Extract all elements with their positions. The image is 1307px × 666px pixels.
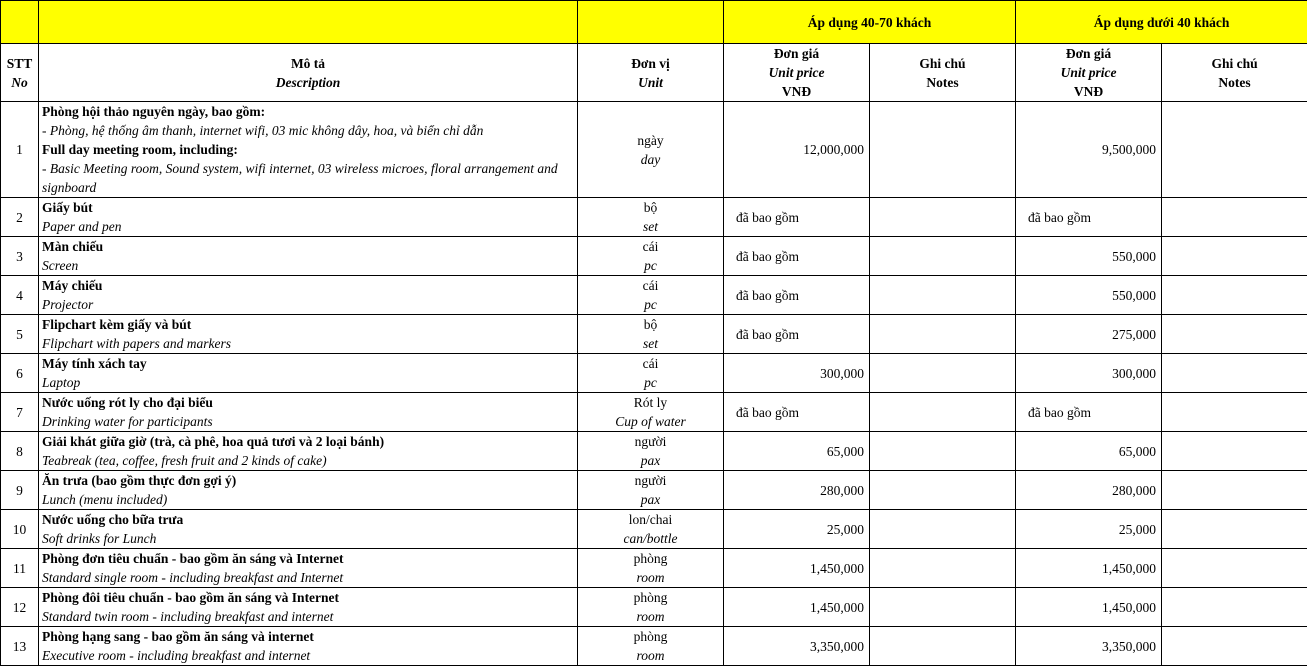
price-under-40: 65,000 (1016, 432, 1162, 471)
unit-en: set (581, 217, 720, 236)
row-description (39, 627, 578, 666)
group-40-70: Áp dụng 40-70 khách (724, 1, 1016, 44)
donvi-label: Đơn vị (581, 54, 720, 73)
column-header-row (1, 44, 1307, 102)
price-under-40: 9,500,000 (1016, 102, 1162, 198)
unit-en: room (581, 607, 720, 626)
unit-en: room (581, 646, 720, 665)
table-row (1, 393, 1307, 432)
notes-label: Notes (873, 73, 1012, 92)
row-unit (578, 354, 724, 393)
desc-en: Flipchart with papers and markers (42, 334, 574, 353)
dongia-label: Đơn giá (727, 44, 866, 63)
notes-under-40 (1162, 627, 1307, 666)
price-under-40: 280,000 (1016, 471, 1162, 510)
unit-label: Unit (581, 73, 720, 92)
desc-en: Standard single room - including breakfast and Internet (42, 568, 574, 587)
col-description (39, 44, 578, 102)
row-description (39, 432, 578, 471)
row-no: 7 (1, 393, 39, 432)
col-unit (578, 44, 724, 102)
row-description (39, 588, 578, 627)
table-row (1, 510, 1307, 549)
row-no: 9 (1, 471, 39, 510)
desc-en: Laptop (42, 373, 574, 392)
price-40-70: 12,000,000 (724, 102, 870, 198)
unit-price-label: Unit price (1019, 63, 1158, 82)
row-unit (578, 588, 724, 627)
group-under-40: Áp dụng dưới 40 khách (1016, 1, 1307, 44)
notes-40-70 (870, 354, 1016, 393)
row-description (39, 198, 578, 237)
price-40-70: 25,000 (724, 510, 870, 549)
notes-40-70 (870, 627, 1016, 666)
price-under-40: 3,350,000 (1016, 627, 1162, 666)
description-label: Description (42, 73, 574, 92)
notes-40-70 (870, 510, 1016, 549)
unit-vn: cái (581, 276, 720, 295)
desc-vn: Nước uống cho bữa trưa (42, 510, 574, 529)
desc-en: Teabreak (tea, coffee, fresh fruit and 2 kinds of cake) (42, 451, 574, 470)
price-under-40: 25,000 (1016, 510, 1162, 549)
desc-en-title: Full day meeting room, including: (42, 140, 574, 159)
unit-en: room (581, 568, 720, 587)
desc-vn-title: Phòng hội thảo nguyên ngày, bao gồm: (42, 102, 574, 121)
notes-label: Notes (1165, 73, 1304, 92)
unit-en: pc (581, 256, 720, 275)
row-unit (578, 102, 724, 198)
col-stt (1, 44, 39, 102)
price-40-70: đã bao gồm (724, 393, 870, 432)
desc-vn: Máy tính xách tay (42, 354, 574, 373)
notes-40-70 (870, 393, 1016, 432)
desc-en: Projector (42, 295, 574, 314)
row-no: 4 (1, 276, 39, 315)
stt-label: STT (4, 54, 35, 73)
notes-under-40 (1162, 237, 1307, 276)
unit-en: can/bottle (581, 529, 720, 548)
row-no: 10 (1, 510, 39, 549)
group-header-row (1, 1, 1307, 44)
price-40-70: 1,450,000 (724, 549, 870, 588)
desc-en: Soft drinks for Lunch (42, 529, 574, 548)
desc-en: Drinking water for participants (42, 412, 574, 431)
dongia-label: Đơn giá (1019, 44, 1158, 63)
notes-40-70 (870, 471, 1016, 510)
row-description (39, 237, 578, 276)
price-under-40: đã bao gồm (1016, 393, 1162, 432)
unit-en: pax (581, 451, 720, 470)
row-unit (578, 471, 724, 510)
notes-under-40 (1162, 102, 1307, 198)
unit-en: set (581, 334, 720, 353)
notes-under-40 (1162, 432, 1307, 471)
notes-40-70 (870, 549, 1016, 588)
table-row (1, 102, 1307, 198)
row-unit (578, 549, 724, 588)
price-40-70: 300,000 (724, 354, 870, 393)
row-no: 1 (1, 102, 39, 198)
notes-under-40 (1162, 198, 1307, 237)
row-no: 5 (1, 315, 39, 354)
row-no: 3 (1, 237, 39, 276)
unit-vn: cái (581, 354, 720, 373)
row-description (39, 276, 578, 315)
unit-vn: bộ (581, 198, 720, 217)
row-description (39, 354, 578, 393)
desc-vn: Màn chiếu (42, 237, 574, 256)
col-notes-2 (1162, 44, 1307, 102)
price-under-40: 550,000 (1016, 276, 1162, 315)
desc-vn: Phòng đôi tiêu chuẩn - bao gồm ăn sáng và Internet (42, 588, 574, 607)
row-description (39, 393, 578, 432)
row-unit (578, 393, 724, 432)
price-40-70: đã bao gồm (724, 198, 870, 237)
row-unit (578, 198, 724, 237)
price-under-40: đã bao gồm (1016, 198, 1162, 237)
notes-under-40 (1162, 354, 1307, 393)
currency-label: VNĐ (727, 82, 866, 101)
unit-vn: phòng (581, 549, 720, 568)
header-blank-cell (1, 1, 39, 44)
unit-vn: lon/chai (581, 510, 720, 529)
price-40-70: 1,450,000 (724, 588, 870, 627)
desc-vn: Giải khát giữa giờ (trà, cà phê, hoa quả tươi và 2 loại bánh) (42, 432, 574, 451)
row-unit (578, 237, 724, 276)
price-under-40: 550,000 (1016, 237, 1162, 276)
desc-en: Lunch (menu included) (42, 490, 574, 509)
notes-40-70 (870, 276, 1016, 315)
currency-label: VNĐ (1019, 82, 1158, 101)
unit-en: pc (581, 373, 720, 392)
row-unit (578, 627, 724, 666)
row-description (39, 315, 578, 354)
table-row (1, 354, 1307, 393)
header-blank-cell (578, 1, 724, 44)
table-row (1, 237, 1307, 276)
price-under-40: 275,000 (1016, 315, 1162, 354)
row-description (39, 510, 578, 549)
table-row (1, 432, 1307, 471)
notes-40-70 (870, 315, 1016, 354)
price-under-40: 1,450,000 (1016, 588, 1162, 627)
desc-vn: Nước uống rót ly cho đại biểu (42, 393, 574, 412)
row-description (39, 471, 578, 510)
desc-vn: Flipchart kèm giấy và bút (42, 315, 574, 334)
row-no: 12 (1, 588, 39, 627)
notes-under-40 (1162, 315, 1307, 354)
row-unit (578, 276, 724, 315)
desc-vn-detail: - Phòng, hệ thống âm thanh, internet wifi, 03 mic không dây, hoa, và biển chỉ dẫn (42, 121, 574, 140)
table-row (1, 471, 1307, 510)
table-row (1, 198, 1307, 237)
ghichu-label: Ghi chú (873, 54, 1012, 73)
unit-en: pc (581, 295, 720, 314)
col-price-2 (1016, 44, 1162, 102)
row-no: 13 (1, 627, 39, 666)
unit-vn: ngày (581, 131, 720, 150)
table-row (1, 549, 1307, 588)
unit-vn: bộ (581, 315, 720, 334)
row-unit (578, 510, 724, 549)
notes-under-40 (1162, 549, 1307, 588)
desc-vn: Máy chiếu (42, 276, 574, 295)
unit-vn: người (581, 432, 720, 451)
unit-vn: người (581, 471, 720, 490)
desc-en: Screen (42, 256, 574, 275)
header-blank-cell (39, 1, 578, 44)
notes-under-40 (1162, 510, 1307, 549)
desc-vn: Ăn trưa (bao gồm thực đơn gợi ý) (42, 471, 574, 490)
unit-vn: phòng (581, 627, 720, 646)
desc-en: Executive room - including breakfast and internet (42, 646, 574, 665)
row-description (39, 549, 578, 588)
notes-40-70 (870, 102, 1016, 198)
price-under-40: 1,450,000 (1016, 549, 1162, 588)
desc-vn: Phòng hạng sang - bao gồm ăn sáng và internet (42, 627, 574, 646)
price-under-40: 300,000 (1016, 354, 1162, 393)
price-40-70: 65,000 (724, 432, 870, 471)
notes-40-70 (870, 198, 1016, 237)
unit-price-label: Unit price (727, 63, 866, 82)
desc-en: Standard twin room - including breakfast and internet (42, 607, 574, 626)
notes-under-40 (1162, 588, 1307, 627)
price-40-70: đã bao gồm (724, 315, 870, 354)
row-unit (578, 315, 724, 354)
table-row (1, 588, 1307, 627)
notes-40-70 (870, 432, 1016, 471)
unit-vn: Rót ly (581, 393, 720, 412)
unit-en: Cup of water (581, 412, 720, 431)
notes-40-70 (870, 237, 1016, 276)
notes-40-70 (870, 588, 1016, 627)
row-unit (578, 432, 724, 471)
desc-en: Paper and pen (42, 217, 574, 236)
price-40-70: đã bao gồm (724, 237, 870, 276)
row-no: 2 (1, 198, 39, 237)
desc-vn: Phòng đơn tiêu chuẩn - bao gồm ăn sáng và Internet (42, 549, 574, 568)
table-row (1, 627, 1307, 666)
unit-vn: phòng (581, 588, 720, 607)
price-40-70: 280,000 (724, 471, 870, 510)
row-no: 8 (1, 432, 39, 471)
mota-label: Mô tả (42, 54, 574, 73)
row-description (39, 102, 578, 198)
price-40-70: 3,350,000 (724, 627, 870, 666)
notes-under-40 (1162, 393, 1307, 432)
table-row (1, 315, 1307, 354)
desc-vn: Giấy bút (42, 198, 574, 217)
no-label: No (4, 73, 35, 92)
notes-under-40 (1162, 276, 1307, 315)
table-row (1, 276, 1307, 315)
desc-en-detail: - Basic Meeting room, Sound system, wifi internet, 03 wireless microes, floral arrangement and signboard (42, 159, 574, 197)
unit-en: pax (581, 490, 720, 509)
ghichu-label: Ghi chú (1165, 54, 1304, 73)
notes-under-40 (1162, 471, 1307, 510)
row-no: 6 (1, 354, 39, 393)
col-notes-1 (870, 44, 1016, 102)
col-price-1 (724, 44, 870, 102)
price-40-70: đã bao gồm (724, 276, 870, 315)
unit-en: day (581, 150, 720, 169)
row-no: 11 (1, 549, 39, 588)
unit-vn: cái (581, 237, 720, 256)
